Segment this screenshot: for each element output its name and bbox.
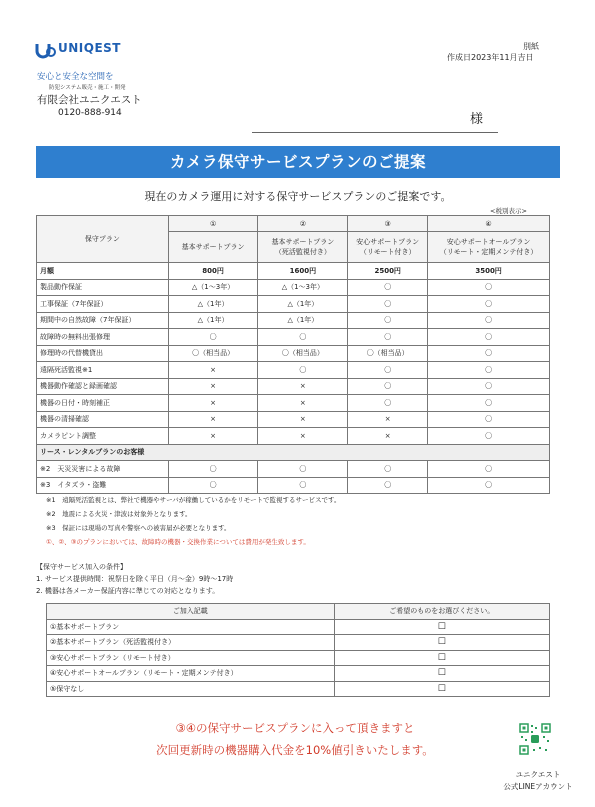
qr-caption-line: ユニクエスト xyxy=(515,770,561,779)
company-logo-icon xyxy=(34,41,56,59)
table-row xyxy=(37,279,550,296)
feature-cell: × xyxy=(258,378,348,395)
footnote: ※2 地震による火災・津波は対象外となります。 xyxy=(46,510,192,518)
page-title: カメラ保守サービスプランのご提案 xyxy=(36,146,560,178)
plan-name-sub: （リモート付き） xyxy=(359,248,416,256)
form-row xyxy=(47,619,550,635)
footnote-warning: ①、②、③のプランにおいては、故障時の機器・交換作業については費用が発生致します。 xyxy=(46,538,310,546)
feature-cell: 〇 xyxy=(348,329,428,346)
feature-label: 遠隔死活監視※1 xyxy=(37,362,169,379)
feature-cell: × xyxy=(168,428,258,445)
footnote: ※3 保証には現場の写真や警察への被害届が必要となります。 xyxy=(46,524,231,532)
plan-name xyxy=(348,232,428,263)
tagline: 安心と安全な空間を xyxy=(37,72,114,82)
plan-name-main: 基本サポートプラン xyxy=(181,243,245,251)
feature-label: 機器の日付・時刻補正 xyxy=(37,395,169,412)
conditions xyxy=(36,561,233,597)
plan-row-header: 保守プラン xyxy=(37,216,169,263)
plan-checkbox[interactable]: ☐ xyxy=(334,650,549,666)
form-option-label: ⑤保守なし xyxy=(47,681,335,697)
feature-cell: △（1～3年） xyxy=(168,279,258,296)
price-cell: 1600円 xyxy=(258,263,348,280)
feature-cell: 〇 xyxy=(348,362,428,379)
price-label: 月額 xyxy=(37,263,169,280)
feature-cell: 〇 xyxy=(168,329,258,346)
feature-cell: 〇 xyxy=(428,362,550,379)
price-cell: 2500円 xyxy=(348,263,428,280)
feature-cell: △（1年） xyxy=(258,312,348,329)
feature-cell: 〇 xyxy=(428,279,550,296)
table-row xyxy=(37,296,550,313)
plan-checkbox[interactable]: ☐ xyxy=(334,681,549,697)
form-row xyxy=(47,650,550,666)
form-option-label: ②基本サポートプラン（死活監視付き） xyxy=(47,635,335,651)
recipient-line xyxy=(252,132,498,133)
plan-name xyxy=(428,232,550,263)
feature-cell: 〇 xyxy=(428,296,550,313)
table-row xyxy=(37,461,550,478)
feature-cell: 〇（相当品） xyxy=(258,345,348,362)
feature-label: 機器動作確認と録画確認 xyxy=(37,378,169,395)
feature-cell: 〇 xyxy=(258,329,348,346)
table-row xyxy=(37,477,550,494)
feature-cell: × xyxy=(258,395,348,412)
price-cell: 3500円 xyxy=(428,263,550,280)
feature-cell: 〇 xyxy=(348,477,428,494)
feature-cell: × xyxy=(168,395,258,412)
attachment-label: 別紙 xyxy=(523,42,539,51)
table-row xyxy=(37,395,550,412)
feature-cell: 〇 xyxy=(428,378,550,395)
table-row xyxy=(37,378,550,395)
feature-cell: × xyxy=(168,411,258,428)
feature-label: 機器の清掃確認 xyxy=(37,411,169,428)
application-form xyxy=(46,603,550,697)
phone-number: 0120-888-914 xyxy=(58,108,122,118)
feature-cell: × xyxy=(348,411,428,428)
plan-num: ① xyxy=(168,216,258,232)
tax-note: <税別表示> xyxy=(490,207,527,215)
feature-cell: 〇 xyxy=(258,362,348,379)
qr-caption-line: 公式LINEアカウント xyxy=(503,782,573,791)
conditions-title: 【保守サービス加入の条件】 xyxy=(36,563,127,571)
feature-cell: × xyxy=(168,362,258,379)
table-row xyxy=(37,428,550,445)
feature-cell: 〇 xyxy=(348,395,428,412)
feature-cell: 〇（相当品） xyxy=(348,345,428,362)
table-row xyxy=(37,411,550,428)
feature-cell: 〇 xyxy=(348,312,428,329)
feature-cell: 〇 xyxy=(428,461,550,478)
promotion-text xyxy=(110,717,480,761)
feature-cell: 〇 xyxy=(168,461,258,478)
feature-cell: 〇 xyxy=(348,296,428,313)
plan-checkbox[interactable]: ☐ xyxy=(334,619,549,635)
feature-cell: 〇 xyxy=(428,345,550,362)
feature-cell: 〇 xyxy=(348,378,428,395)
qr-caption xyxy=(493,769,583,793)
line-qr-code-icon xyxy=(519,723,551,755)
plan-checkbox[interactable]: ☐ xyxy=(334,635,549,651)
feature-cell: 〇 xyxy=(428,477,550,494)
feature-cell: 〇 xyxy=(428,428,550,445)
form-option-label: ④安心サポートオールプラン（リモート・定期メンテ付き） xyxy=(47,666,335,682)
feature-label: 製品動作保証 xyxy=(37,279,169,296)
feature-label: 故障時の無料出張修理 xyxy=(37,329,169,346)
feature-cell: × xyxy=(258,428,348,445)
price-cell: 800円 xyxy=(168,263,258,280)
recipient-suffix: 様 xyxy=(470,112,484,127)
feature-cell: × xyxy=(168,378,258,395)
footnote: ※1 遠隔死活監視とは、弊社で機器やサーバが稼働しているかをリモートで監視するサービスです。 xyxy=(46,496,341,504)
form-row xyxy=(47,681,550,697)
form-row xyxy=(47,666,550,682)
plan-name-sub: （リモート・定期メンテ付き） xyxy=(439,248,538,256)
plan-num: ③ xyxy=(348,216,428,232)
feature-cell: 〇（相当品） xyxy=(168,345,258,362)
feature-cell: 〇 xyxy=(428,329,550,346)
feature-label: ※2 天災災害による故障 xyxy=(37,461,169,478)
plan-name-sub: （死活監視付き） xyxy=(274,248,331,256)
sub-tagline: 防犯システム販売・施工・開発 xyxy=(49,85,126,91)
company-name: 有限会社ユニクエスト xyxy=(37,94,142,106)
form-col-choice: ご希望のものをお選びください。 xyxy=(334,604,549,620)
plan-num: ④ xyxy=(428,216,550,232)
feature-label: 修理時の代替機貸出 xyxy=(37,345,169,362)
plan-name-main: 基本サポートプラン xyxy=(271,238,335,246)
plan-name-main: 安心サポートオールプラン xyxy=(446,238,531,246)
feature-cell: 〇 xyxy=(168,477,258,494)
feature-cell: 〇 xyxy=(348,279,428,296)
plan-checkbox[interactable]: ☐ xyxy=(334,666,549,682)
table-row xyxy=(37,329,550,346)
footnotes xyxy=(46,493,340,549)
feature-cell: 〇 xyxy=(348,461,428,478)
plan-table xyxy=(36,215,550,494)
table-row xyxy=(37,362,550,379)
feature-label: カメラピント調整 xyxy=(37,428,169,445)
feature-cell: 〇 xyxy=(428,411,550,428)
feature-label: ※3 イタズラ・盗難 xyxy=(37,477,169,494)
plan-name xyxy=(168,232,258,263)
feature-cell: × xyxy=(348,428,428,445)
logo-text: UNIQEST xyxy=(58,41,121,55)
section-header: リース・レンタルプランのお客様 xyxy=(37,444,550,461)
table-row xyxy=(37,345,550,362)
table-row xyxy=(37,312,550,329)
feature-label: 期間中の自然故障（7年保証） xyxy=(37,312,169,329)
creation-date: 作成日2023年11月吉日 xyxy=(447,53,534,62)
condition-item: 1. サービス提供時間：祝祭日を除く平日（月～金）9時～17時 xyxy=(36,575,234,583)
plan-num: ② xyxy=(258,216,348,232)
form-col-plan: ご加入記載 xyxy=(47,604,335,620)
form-option-label: ①基本サポートプラン xyxy=(47,619,335,635)
form-row xyxy=(47,635,550,651)
condition-item: 2. 機器は各メーカー保証内容に準じての対応となります。 xyxy=(36,587,220,595)
promo-line: ③④の保守サービスプランに入って頂きますと xyxy=(175,721,415,735)
feature-cell: 〇 xyxy=(258,477,348,494)
feature-cell: 〇 xyxy=(428,312,550,329)
feature-cell: △（1年） xyxy=(258,296,348,313)
feature-label: 工事保証（7年保証） xyxy=(37,296,169,313)
feature-cell: 〇 xyxy=(258,461,348,478)
feature-cell: 〇 xyxy=(428,395,550,412)
feature-cell: △（1～3年） xyxy=(258,279,348,296)
form-option-label: ③安心サポートプラン（リモート付き） xyxy=(47,650,335,666)
promo-line: 次回更新時の機器購入代金を10%値引きいたします。 xyxy=(156,743,434,757)
feature-cell: × xyxy=(258,411,348,428)
intro-text: 現在のカメラ運用に対する保守サービスプランのご提案です。 xyxy=(144,190,452,203)
plan-name xyxy=(258,232,348,263)
feature-cell: △（1年） xyxy=(168,312,258,329)
feature-cell: △（1年） xyxy=(168,296,258,313)
plan-name-main: 安心サポートプラン xyxy=(356,238,420,246)
